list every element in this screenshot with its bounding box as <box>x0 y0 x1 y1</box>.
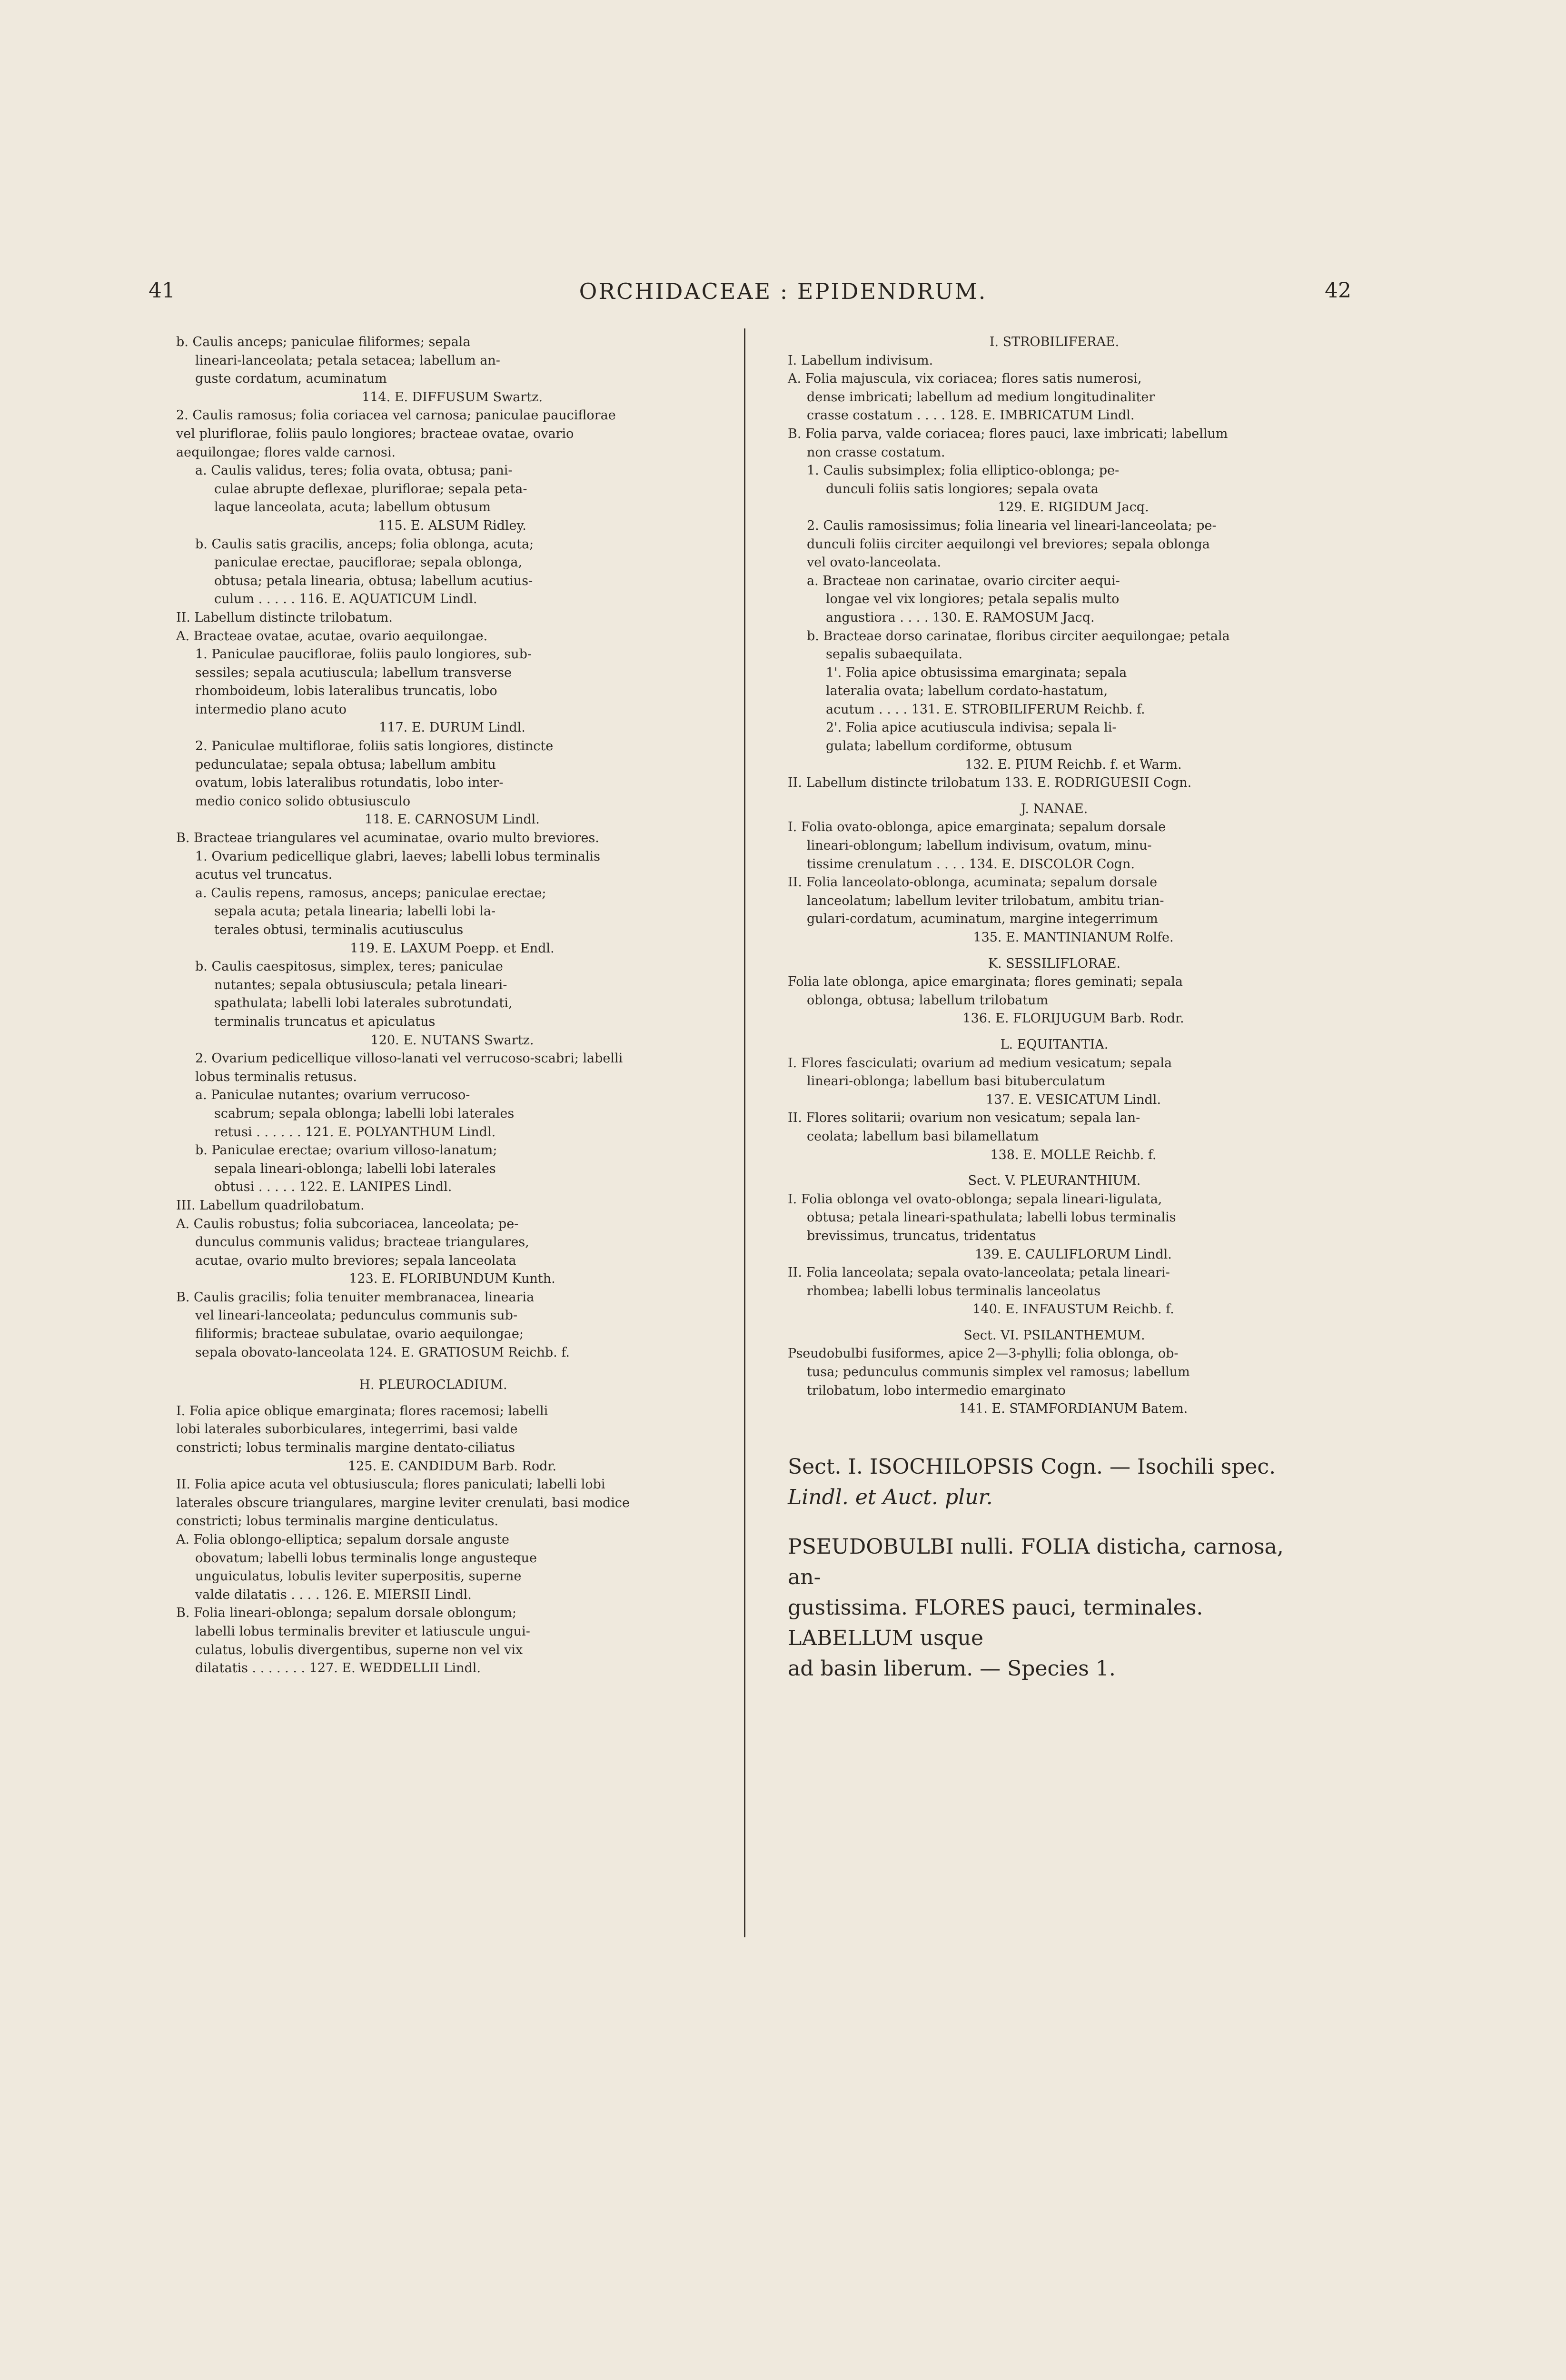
text-line: sessiles; sepala acutiuscula; labellum transverse <box>195 665 512 680</box>
text-line: laque lanceolata, acuta; labellum obtusum <box>214 500 491 515</box>
text-line: terales obtusi, terminalis acutiusculus <box>214 922 464 937</box>
text-line: 1. Ovarium pedicellique glabri, laeves; labelli lobus terminalis <box>195 849 600 864</box>
text-line <box>788 793 1321 800</box>
section-body <box>788 1532 1321 1684</box>
text-line: 117. E. DURUM Lindl. <box>379 720 525 735</box>
text-line: 141. E. STAMFORDIANUM Batem. <box>959 1401 1188 1417</box>
text-line: sepalis subaequilata. <box>826 647 963 662</box>
text-line: retusi . . . . . . 121. E. POLYANTHUM Lindl. <box>214 1124 496 1140</box>
text-line: terminalis truncatus et apiculatus <box>214 1014 436 1029</box>
text-line: acutae, ovario multo breviores; sepala lanceolata <box>195 1253 516 1268</box>
text-line: 139. E. CAULIFLORUM Lindl. <box>975 1247 1172 1262</box>
text-line: rhombea; labelli lobus terminalis lanceolatus <box>807 1283 1101 1299</box>
text-line <box>788 1164 1321 1172</box>
text-line: intermedio plano acuto <box>195 702 347 717</box>
text-line: lineari-oblonga; labellum basi bituberculatum <box>807 1074 1105 1089</box>
text-line: acutus vel truncatus. <box>195 867 333 883</box>
text-line: dunculus communis validus; bracteae triangulares, <box>195 1235 529 1250</box>
text-line: 115. E. ALSUM Ridley. <box>378 518 526 533</box>
text-line: b. Bracteae dorso carinatae, floribus circiter aequilongae; petala <box>807 628 1230 644</box>
text-line: II. Labellum distincte trilobatum 133. E. RODRIGUESII Cogn. <box>788 775 1192 791</box>
text-line: ovatum, lobis lateralibus rotundatis, lobo inter- <box>195 775 504 791</box>
text-line: A. Folia oblongo-elliptica; sepalum dorsale anguste <box>176 1532 510 1547</box>
text-line: dunculi foliis satis longiores; sepala ovata <box>826 481 1099 496</box>
text-line: vel lineari-lanceolata; pedunculus communis sub- <box>195 1308 518 1323</box>
text-line: obtusi . . . . . 122. E. LANIPES Lindl. <box>214 1180 452 1195</box>
text-line: a. Paniculae nutantes; ovarium verrucoso- <box>195 1088 470 1103</box>
text-line: sepala obovato-lanceolata 124. E. GRATIOSUM Reichb. f. <box>195 1345 570 1360</box>
text-line: pedunculatae; sepala obtusa; labellum ambitu <box>195 757 496 772</box>
text-line: labelli lobus terminalis breviter et latiuscule ungui- <box>195 1624 530 1639</box>
text-line: B. Folia parva, valde coriacea; flores pauci, laxe imbricati; labellum <box>788 426 1228 441</box>
text-line: K. SESSILIFLORAE. <box>988 956 1121 971</box>
text-line: dense imbricati; labellum ad medium longitudinaliter <box>807 389 1155 405</box>
text-line: 137. E. VESICATUM Lindl. <box>985 1092 1161 1107</box>
text-line: II. Folia lanceolata; sepala ovato-lanceolata; petala lineari- <box>788 1265 1170 1280</box>
text-line: guste cordatum, acuminatum <box>195 371 387 387</box>
text-line: gulata; labellum cordiforme, obtusum <box>826 739 1072 754</box>
text-line: b. Paniculae erectae; ovarium villoso-lanatum; <box>195 1143 497 1158</box>
text-line: A. Caulis robustus; folia subcoriacea, lanceolata; pe- <box>176 1216 519 1231</box>
section-heading <box>788 1452 1321 1513</box>
text-line: constricti; lobus terminalis margine denticulatus. <box>176 1514 499 1529</box>
spacer <box>788 1418 1321 1452</box>
text-line: L. EQUITANTIA. <box>1000 1037 1109 1052</box>
text-line: spathulata; labelli lobi laterales subrotundati, <box>214 996 513 1011</box>
text-line: acutum . . . . 131. E. STROBILIFERUM Reichb. f. <box>826 702 1145 717</box>
text-line: 118. E. CARNOSUM Lindl. <box>365 812 540 827</box>
text-line: lineari-lanceolata; petala setacea; labellum an- <box>195 353 500 368</box>
text-line: obtusa; petala lineari-spathulata; labelli lobus terminalis <box>807 1210 1176 1225</box>
text-line: J. NANAE. <box>1021 801 1088 816</box>
right-column-key <box>788 333 1321 1418</box>
text-line: 123. E. FLORIBUNDUM Kunth. <box>349 1271 555 1287</box>
text-line <box>176 1362 690 1376</box>
text-line: oblonga, obtusa; labellum trilobatum <box>807 992 1049 1008</box>
text-line: obtusa; petala linearia, obtusa; labellum acutius- <box>214 573 533 588</box>
text-line: I. Flores fasciculati; ovarium ad medium vesicatum; sepala <box>788 1055 1172 1071</box>
text-line <box>788 1028 1321 1036</box>
text-line: I. Labellum indivisum. <box>788 353 933 368</box>
text-line: 119. E. LAXUM Poepp. et Endl. <box>350 941 555 956</box>
text-line <box>176 1395 690 1402</box>
text-line: lobus terminalis retusus. <box>195 1069 357 1084</box>
text-line: B. Folia lineari-oblonga; sepalum dorsale oblongum; <box>176 1606 516 1621</box>
text-line: constricti; lobus terminalis margine dentato-ciliatus <box>176 1440 515 1456</box>
text-line: unguiculatus, lobulis leviter superpositis, superne <box>195 1569 522 1584</box>
running-title: ORCHIDACEAE : EPIDENDRUM. <box>579 278 987 304</box>
text-line: trilobatum, lobo intermedio emarginato <box>807 1383 1066 1398</box>
text-line: I. Folia ovato-oblonga, apice emarginata; sepalum dorsale <box>788 820 1166 835</box>
text-line: I. STROBILIFERAE. <box>989 335 1120 349</box>
text-line: tusa; pedunculus communis simplex vel ramosus; labellum <box>807 1365 1190 1380</box>
text-line: brevissimus, truncatus, tridentatus <box>807 1228 1036 1243</box>
section-title-line-2: Lindl. et Auct. plur. <box>788 1485 993 1509</box>
text-line: valde dilatatis . . . . 126. E. MIERSII Lindl. <box>195 1587 472 1602</box>
text-line: vel ovato-lanceolata. <box>807 555 942 570</box>
text-line: II. Folia apice acuta vel obtusiuscula; flores paniculati; labelli lobi <box>176 1477 605 1492</box>
text-line: angustiora . . . . 130. E. RAMOSUM Jacq. <box>826 610 1095 625</box>
section-title-line-1: Sect. I. ISOCHILOPSIS Cogn. — Isochili spec. <box>788 1454 1276 1479</box>
text-line: lobi laterales suborbiculares, integerrimi, basi valde <box>176 1422 518 1437</box>
text-line: lineari-oblongum; labellum indivisum, ovatum, minu- <box>807 838 1152 853</box>
text-line: ceolata; labellum basi bilamellatum <box>807 1129 1039 1144</box>
text-line: 2. Caulis ramosus; folia coriacea vel carnosa; paniculae pauciflorae <box>176 408 616 423</box>
text-line: 2. Ovarium pedicellique villoso-lanati vel verrucoso-scabri; labelli <box>195 1051 623 1066</box>
text-line: 1'. Folia apice obtusissima emarginata; sepala <box>826 665 1127 680</box>
text-line: b. Caulis caespitosus, simplex, teres; paniculae <box>195 959 503 974</box>
text-line: II. Flores solitarii; ovarium non vesicatum; sepala lan- <box>788 1111 1140 1126</box>
text-line: culum . . . . . 116. E. AQUATICUM Lindl. <box>214 592 477 607</box>
text-line: dunculi foliis circiter aequilongi vel breviores; sepala oblonga <box>807 536 1210 552</box>
text-line: vel pluriflorae, foliis paulo longiores; bracteae ovatae, ovario <box>176 426 574 441</box>
text-line: aequilongae; flores valde carnosi. <box>176 445 396 460</box>
text-line: a. Bracteae non carinatae, ovario circiter aequi- <box>807 573 1120 588</box>
text-line: sepala acuta; petala linearia; labelli lobi la- <box>214 904 496 919</box>
text-line: laterales obscure triangulares, margine leviter crenulati, basi modice <box>176 1495 630 1510</box>
text-line: A. Folia majuscula, vix coriacea; flores satis numerosi, <box>788 371 1142 387</box>
column-divider <box>744 328 745 1937</box>
right-column <box>788 333 1321 1684</box>
text-line: non crasse costatum. <box>807 445 945 460</box>
text-line <box>788 1319 1321 1327</box>
text-line: I. Folia oblonga vel ovato-oblonga; sepala lineari-ligulata, <box>788 1191 1162 1207</box>
left-column <box>176 333 690 1678</box>
text-line: culae abrupte deflexae, pluriflorae; sepala peta- <box>214 481 527 496</box>
text-line: Sect. V. PLEURANTHIUM. <box>968 1173 1141 1189</box>
section-body-line-3: ad basin liberum. — Species 1. <box>788 1656 1116 1681</box>
text-line: III. Labellum quadrilobatum. <box>176 1198 365 1213</box>
text-line: scabrum; sepala oblonga; labelli lobi laterales <box>214 1106 515 1121</box>
text-line: I. Folia apice oblique emarginata; flores racemosi; labelli <box>176 1403 548 1418</box>
text-line: 1. Paniculae pauciflorae, foliis paulo longiores, sub- <box>195 647 532 662</box>
text-line: 140. E. INFAUSTUM Reichb. f. <box>972 1302 1174 1317</box>
text-line: Folia late oblonga, apice emarginata; flores geminati; sepala <box>788 974 1183 990</box>
text-line: a. Caulis repens, ramosus, anceps; paniculae erectae; <box>195 885 546 901</box>
text-line: paniculae erectae, pauciflorae; sepala oblonga, <box>214 555 523 570</box>
text-line: Sect. VI. PSILANTHEMUM. <box>963 1328 1145 1343</box>
text-line <box>788 947 1321 955</box>
text-line: tissime crenulatum . . . . 134. E. DISCOLOR Cogn. <box>807 856 1135 872</box>
text-line: 125. E. CANDIDUM Barb. Rodr. <box>348 1458 556 1474</box>
text-line: b. Caulis satis gracilis, anceps; folia oblonga, acuta; <box>195 536 534 552</box>
text-line: 120. E. NUTANS Swartz. <box>370 1032 534 1048</box>
text-line: 114. E. DIFFUSUM Swartz. <box>362 389 543 405</box>
page-number-left: 41 <box>149 278 175 303</box>
text-line: filiformis; bracteae subulatae, ovario aequilongae; <box>195 1327 524 1342</box>
text-line: lateralia ovata; labellum cordato-hastatum, <box>826 684 1108 699</box>
text-line: B. Caulis gracilis; folia tenuiter membranacea, linearia <box>176 1289 535 1305</box>
page-header <box>0 278 1566 312</box>
text-line: culatus, lobulis divergentibus, superne non vel vix <box>195 1642 523 1657</box>
text-line: medio conico solido obtusiusculo <box>195 793 411 809</box>
text-line: 138. E. MOLLE Reichb. f. <box>990 1147 1157 1162</box>
text-line: 129. E. RIGIDUM Jacq. <box>998 500 1149 515</box>
text-line: gulari-cordatum, acuminatum, margine integerrimum <box>807 912 1158 927</box>
text-line: crasse costatum . . . . 128. E. IMBRICATUM Lindl. <box>807 408 1135 423</box>
text-line: 2. Paniculae multiflorae, foliis satis longiores, distincte <box>195 739 554 754</box>
text-line: dilatatis . . . . . . . 127. E. WEDDELLII Lindl. <box>195 1661 481 1676</box>
text-line: a. Caulis validus, teres; folia ovata, obtusa; pani- <box>195 463 513 478</box>
section-body-line-1: PSEUDOBULBI nulli. FOLIA disticha, carnosa, an- <box>788 1534 1284 1589</box>
text-line: longae vel vix longiores; petala sepalis multo <box>826 592 1120 607</box>
text-line: lanceolatum; labellum leviter trilobatum, ambitu trian- <box>807 893 1164 908</box>
text-line: b. Caulis anceps; paniculae filiformes; sepala <box>176 335 471 349</box>
text-line: II. Folia lanceolato-oblonga, acuminata; sepalum dorsale <box>788 875 1158 890</box>
text-line: 135. E. MANTINIANUM Rolfe. <box>973 930 1174 945</box>
text-line: nutantes; sepala obtusiuscula; petala lineari- <box>214 977 507 992</box>
text-line: H. PLEUROCLADIUM. <box>359 1378 507 1393</box>
text-line: sepala lineari-oblonga; labelli lobi laterales <box>214 1161 496 1176</box>
text-line: 132. E. PIUM Reichb. f. et Warm. <box>965 757 1182 772</box>
text-line: 136. E. FLORIJUGUM Barb. Rodr. <box>962 1011 1184 1026</box>
text-line: A. Bracteae ovatae, acutae, ovario aequilongae. <box>176 628 488 644</box>
text-line: Pseudobulbi fusiformes, apice 2—3-phylli; folia oblonga, ob- <box>788 1346 1179 1361</box>
section-body-line-2: gustissima. FLORES pauci, terminales. LABELLUM usque <box>788 1595 1203 1650</box>
text-line: 2. Caulis ramosissimus; folia linearia vel lineari-lanceolata; pe- <box>807 518 1217 533</box>
text-line: II. Labellum distincte trilobatum. <box>176 610 393 625</box>
spacer <box>788 1513 1321 1532</box>
text-line: rhomboideum, lobis lateralibus truncatis, lobo <box>195 684 497 699</box>
text-line: 1. Caulis subsimplex; folia elliptico-oblonga; pe- <box>807 463 1120 478</box>
page-number-right: 42 <box>1325 278 1351 303</box>
text-line: obovatum; labelli lobus terminalis longe angusteque <box>195 1550 537 1566</box>
text-line: 2'. Folia apice acutiuscula indivisa; sepala li- <box>826 720 1117 735</box>
text-line: B. Bracteae triangulares vel acuminatae, ovario multo breviores. <box>176 831 599 846</box>
